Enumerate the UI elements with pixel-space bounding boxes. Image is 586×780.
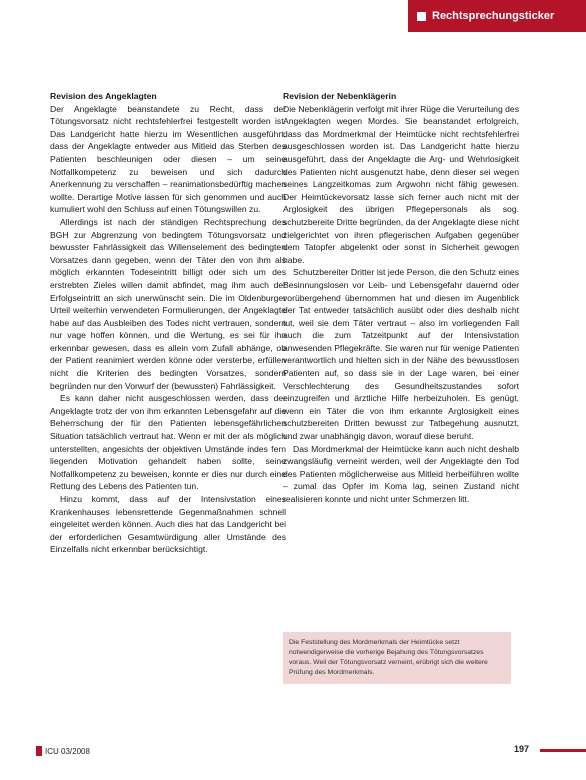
right-paragraph: Das Mordmerkmal der Heimtücke kann auch nicht deshalb zwangsläufig verneint werden, weil der Angeklagte den Tod des Patienten möglicherweise aus Mitleid herbeiführen wollte – zumal das Opfer im Koma lag, seinen Zustand nicht realisieren konnte und nicht unter Schmerzen litt. <box>283 443 519 504</box>
summary-note-box <box>283 632 511 684</box>
left-paragraph: Es kann daher nicht ausgeschlossen werden, dass der Angeklagte trotz der von ihm erkannten Lebensgefahr auf die Beherrschung der für den Patienten lebensgefährlichen Situation tatsächlich vertraut hat. Wenn er mit der als möglich unterstellten, angesichts der objektiven Umstände indes fern liegenden Motivation gehandelt haben sollte, seine Notfallkompetenz zu beweisen, konnte er dies nur durch eine Rettung des Lebens des Patienten tun. <box>50 393 286 492</box>
left-paragraph: Der Angeklagte beanstandete zu Recht, dass der Tötungsvorsatz nicht rechtsfehlerfrei festgestellt worden ist. Das Landgericht hatte hierzu im Wesentlichen ausgeführt, dass der Angeklagte entweder aus Mitleid das Sterben des Patienten beschleunigen oder diesen – um seine Notfallkompetenz zu beweisen und sich dadurch Anerkennung zu verschaffen – reanimationsbedürftig machen wollte. Derartige Motive lassen für sich genommen und auch kumuliert wohl den Schluss auf einen Tötungswillen zu. <box>50 103 286 215</box>
right-paragraph: Schutzbereiter Dritter ist jede Person, die den Schutz eines Besinnungslosen vor Leib- und Lebensgefahr dauernd oder vorübergehend übernommen hat und diesen im Augenblick der Tat entweder tatsächlich ausübt oder dies deshalb nicht tut, weil sie dem Täter vertraut – also im vorliegenden Fall auch die zum Tatzeitpunkt auf der Intensivstation anwesenden Pflegekräfte. Sie waren nur für wenige Patienten verantwortlich und hielten sich in der Nähe des bewusstlosen Patienten auf, so dass sie in der Lage waren, bei einer Verschlechterung des Gesundheitszustandes sofort einzugreifen und ärztliche Hilfe herbeizuholen. Es genügt, wenn ein Täter die von ihm erkannte Arglosigkeit eines schutzbereiten Dritten bewusst zur Tatbegehung ausnutzt, und zwar unabhängig davon, worauf diese beruht. <box>283 267 519 442</box>
footer-issue <box>36 746 90 756</box>
issue-label: ICU 03/2008 <box>45 746 90 756</box>
right-paragraph: Die Nebenklägerin verfolgt mit ihrer Rüge die Verurteilung des Angeklagten wegen Mordes. Sie beanstandet erfolgreich, dass das Mordmerkmal der Heimtücke nicht rechtsfehlerfrei ausgeschlossen worden ist. Das Landgericht hatte hierzu ausgeführt, dass der Angeklagte die Arg- und Wehrlosigkeit des Patienten nicht ausgenutzt habe, denn dieser sei wegen seines Langzeitkomas zum Argwohn nicht fähig gewesen. Der Heimtückevorsatz lasse sich ferner auch nicht mit der Arglosigkeit des übrigen Pflegepersonals als sog. schutzbereite Dritte begründen, da der Angeklagte diese nicht zielgerichtet von ihren pflegerischen Aufgaben gegenüber dem Tatopfer abgelenkt oder sonst in Sicherheit gewogen habe. <box>283 103 519 265</box>
left-column-title: Revision des Angeklagten <box>50 91 157 101</box>
summary-note-text: Die Feststellung des Mordmerkmals der Heimtücke setzt notwendigerweise die vorherige Bejahung des Tötungsvorsatzes voraus. Weil der Tötungsvorsatz verneint, erübrigt sich die weitere Prüfung des Mordmerkmals. <box>289 639 488 676</box>
right-column-title: Revision der Nebenklägerin <box>283 91 397 101</box>
left-column <box>50 90 286 556</box>
section-header-tab <box>408 0 586 32</box>
footer-accent-rule <box>540 749 586 752</box>
right-column <box>283 90 519 506</box>
page-number: 197 <box>514 744 530 754</box>
left-paragraph: Hinzu kommt, dass auf der Intensivstation eines Krankenhauses lebensrettende Gegenmaßnahmen schnell eingeleitet werden können. Auch dies hat das Landgericht bei der erforderlichen Gesamtwürdigung aller Umstände des Einzelfalls nicht erkennbar berücksichtigt. <box>50 494 286 555</box>
square-bullet-icon <box>417 12 426 21</box>
section-header-label: Rechtsprechungsticker <box>432 10 555 22</box>
left-paragraph: Allerdings ist nach der ständigen Rechtsprechung des BGH zur Abgrenzung von bedingtem Tötungsvorsatz und bewusster Fahrlässigkeit das Willenselement des bedingten Vorsatzes dann gegeben, wenn der Täter den von ihm als möglich erkannten Todeseintritt billigt oder sich um des erstrebten Zieles willen damit abfindet, mag ihm auch der Erfolgseintritt an sich unerwünscht sein. Die im Oldenburger Urteil weiterhin verwendeten Formulierungen, der Angeklagte habe auf das Ausbleiben des Todes nicht vertrauen, sondern nur vage hoffen können, und die Wertung, es sei für ihn erkennbar gewesen, dass es allein vom Zufall abhänge, ob der Patient reanimiert werden könne oder versterbe, erfüllen nicht die Kriterien des bedingten Vorsatzes, sondern begründen nur den Vorwurf der (bewussten) Fahrlässigkeit. <box>50 216 286 391</box>
accent-bar-icon <box>36 746 42 756</box>
